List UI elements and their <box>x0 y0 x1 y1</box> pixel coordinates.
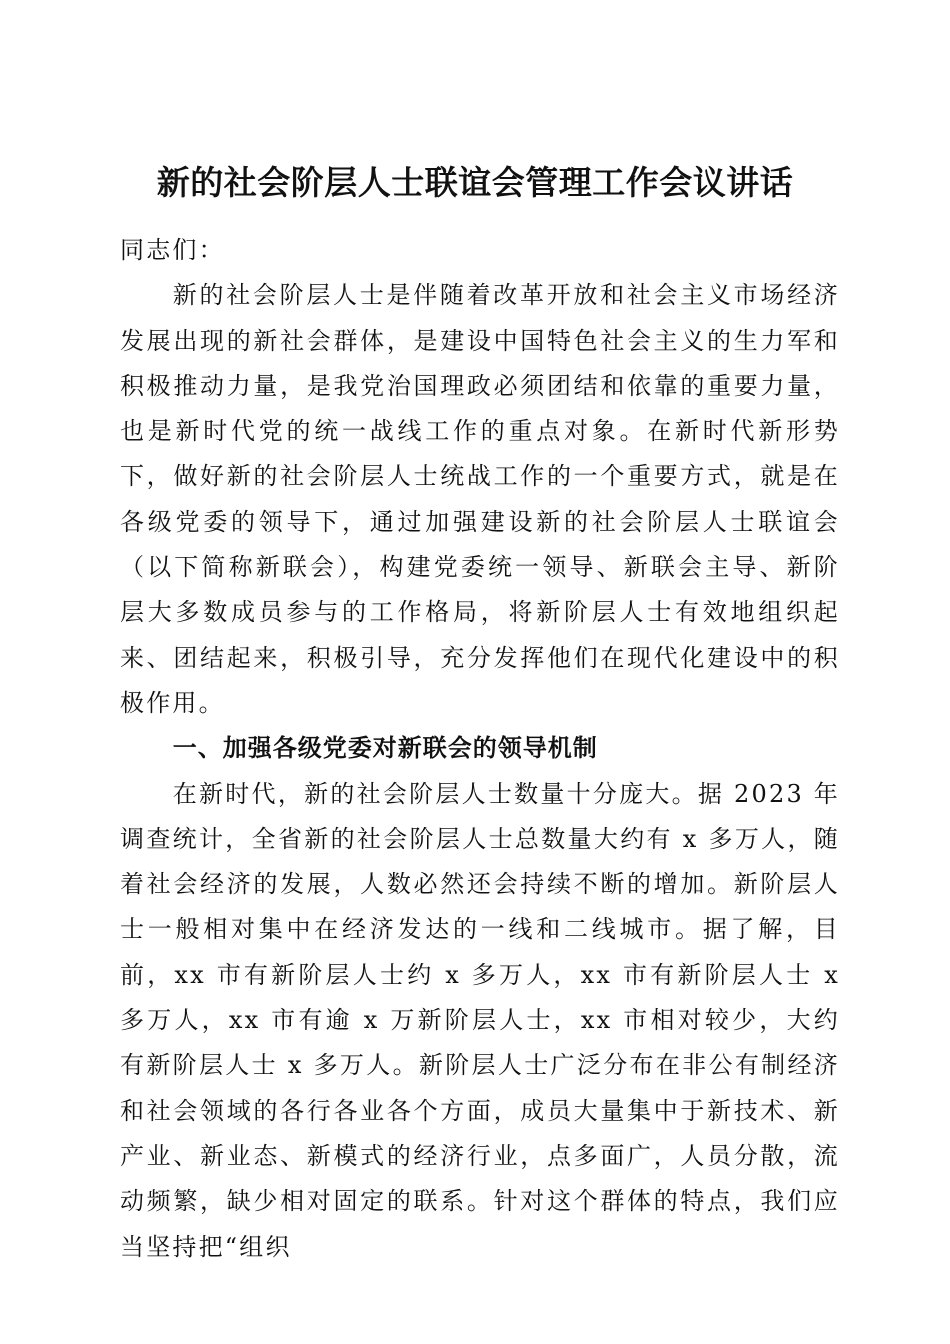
paragraph-intro: 新的社会阶层人士是伴随着改革开放和社会主义市场经济发展出现的新社会群体，是建设中国特色社会主义的生力军和积极推动力量，是我党治国理政必须团结和依靠的重要力量，也是新时代党的统一战线工作的重点对象。在新时代新形势下，做好新的社会阶层人士统战工作的一个重要方式，就是在各级党委的领导下，通过加强建设新的社会阶层人士联谊会（以下简称新联会），构建党委统一领导、新联会主导、新阶层大多数成员参与的工作格局，将新阶层人士有效地组织起来、团结起来，积极引导，充分发挥他们在现代化建设中的积极作用。 <box>120 281 840 717</box>
section-heading-1: 一、加强各级党委对新联会的领导机制 <box>172 734 598 763</box>
document-title: 新的社会阶层人士联谊会管理工作会议讲话 <box>156 163 794 203</box>
paragraph-section-1: 在新时代，新的社会阶层人士数量十分庞大。据 2023 年调查统计，全省新的社会阶层人士总数量大约有 x 多万人，随着社会经济的发展，人数必然还会持续不断的增加。新阶层人士一般相对集中在经济发达的一线和二线城市。据了解，目前，xx 市有新阶层人士约 x 多万人，xx 市有新阶层人士 x 多万人，xx 市有逾 x 万新阶层人士，xx 市相对较少，大约有新阶层人士 x 多万人。新阶层人士广泛分布在非公有制经济和社会领域的各行各业各个方面，成员大量集中于新技术、新产业、新业态、新模式的经济行业，点多面广，人员分散，流动频繁，缺少相对固定的联系。针对这个群体的特点，我们应当坚持把“组织 <box>120 779 840 1261</box>
greeting: 同志们： <box>120 236 225 264</box>
document-body <box>120 228 840 1270</box>
